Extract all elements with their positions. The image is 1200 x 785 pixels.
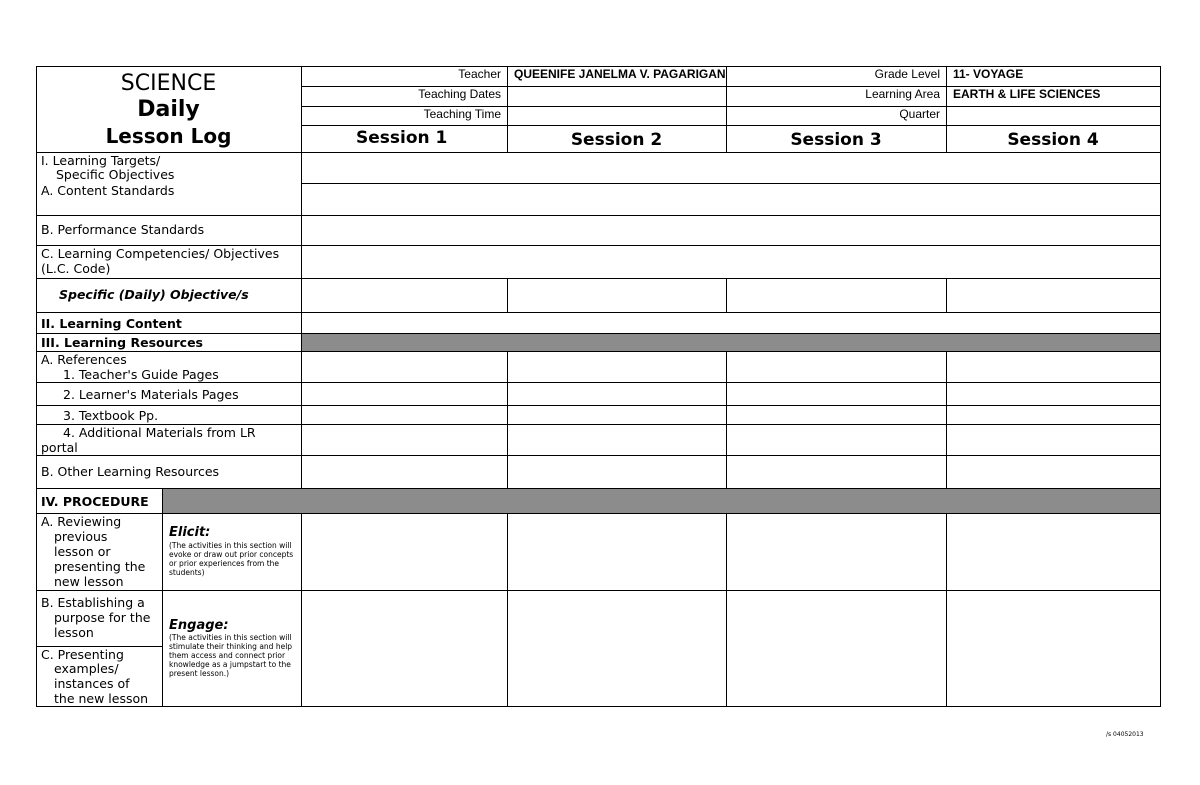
reviewing-label-3: lesson or [54, 544, 111, 559]
area-label: Learning Area [865, 87, 940, 101]
resources-shade [302, 334, 1160, 351]
grade-value: 11- VOYAGE [953, 67, 1024, 81]
area-value: EARTH & LIFE SCIENCES [953, 87, 1101, 101]
lc-code-label: (L.C. Code) [41, 261, 111, 276]
elicit-title: Elicit: [169, 525, 211, 540]
reviewing-label-4: presenting the [54, 559, 146, 574]
reviewing-label-5: new lesson [54, 574, 124, 589]
references-label: A. References [41, 352, 127, 367]
session-4-header: Session 4 [1007, 130, 1099, 150]
learning-resources-label: III. Learning Resources [41, 335, 203, 350]
teacher-value: QUEENIFE JANELMA V. PAGARIGAN [514, 67, 726, 81]
establishing-label-1: B. Establishing a [41, 595, 145, 610]
other-resources-label: B. Other Learning Resources [41, 464, 220, 479]
title-daily: Daily [137, 97, 200, 122]
establishing-label-3: lesson [54, 625, 94, 640]
reviewing-label-1: A. Reviewing [41, 514, 122, 529]
establishing-label-2: purpose for the [54, 610, 151, 625]
presenting-label-2: examples/ [54, 661, 119, 676]
dates-label: Teaching Dates [418, 87, 501, 101]
presenting-label-1: C. Presenting [41, 647, 124, 662]
learning-targets-label: I. Learning Targets/ [41, 153, 161, 168]
session-3-header: Session 3 [790, 130, 882, 150]
title-science: SCIENCE [120, 71, 217, 96]
presenting-label-3: instances of [54, 676, 130, 691]
quarter-label: Quarter [899, 107, 940, 121]
session-1-header: Session 1 [356, 128, 448, 148]
portal-label: portal [41, 440, 78, 455]
learning-content-label: II. Learning Content [41, 316, 182, 331]
performance-standards-label: B. Performance Standards [41, 222, 205, 237]
additional-materials-label: 4. Additional Materials from LR [63, 425, 256, 440]
textbook-label: 3. Textbook Pp. [63, 408, 159, 423]
procedure-shade [163, 489, 1160, 513]
teachers-guide-label: 1. Teacher's Guide Pages [63, 367, 219, 382]
competencies-label: C. Learning Competencies/ Objectives [41, 246, 280, 261]
elicit-description: (The activities in this section will evoke or draw out prior concepts or prior experiences from the students) [169, 541, 294, 577]
time-label: Teaching Time [423, 107, 501, 121]
session-2-header: Session 2 [570, 130, 663, 150]
specific-objectives-label: Specific Objectives [56, 167, 175, 182]
engage-title: Engage: [169, 618, 229, 633]
content-standards-label: A. Content Standards [41, 183, 175, 198]
learners-materials-label: 2. Learner's Materials Pages [63, 387, 239, 402]
title-lesson-log: Lesson Log [105, 124, 232, 148]
engage-description: (The activities in this section will stimulate their thinking and help them access and connect prior knowledge as a jumpstart to the present lesson.) [169, 633, 293, 678]
footer-note: /s 04052013 [1106, 731, 1144, 738]
reviewing-label-2: previous [54, 529, 108, 544]
teacher-label: Teacher [458, 67, 501, 81]
grade-label: Grade Level [874, 67, 940, 81]
procedure-label: IV. PROCEDURE [41, 494, 149, 509]
specific-objective-label: Specific (Daily) Objective/s [59, 287, 249, 302]
presenting-label-4: the new lesson [54, 691, 149, 706]
